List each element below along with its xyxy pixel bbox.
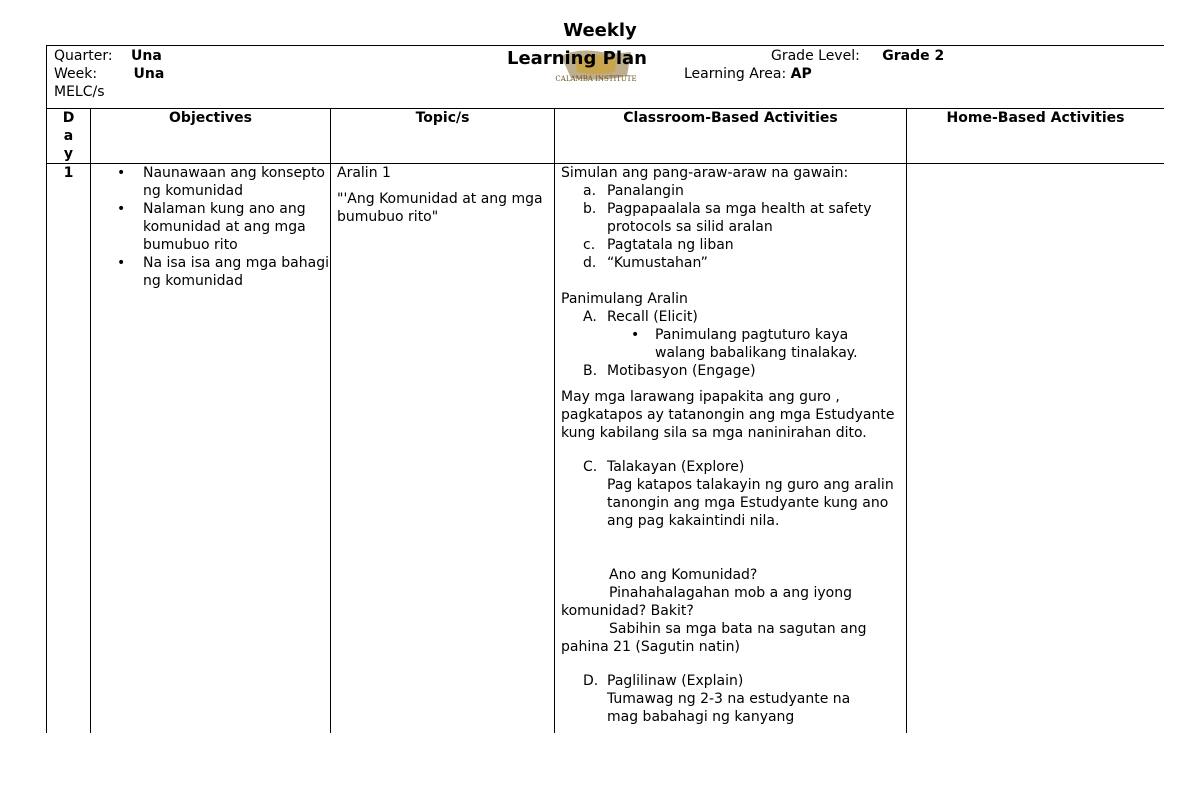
question-3-cont: pahina 21 (Sagutin natin) bbox=[561, 639, 740, 655]
step-motivation: B. Motibasyon (Engage) bbox=[583, 363, 756, 379]
question-2-cont: komunidad? Bakit? bbox=[561, 603, 694, 619]
question-1: Ano ang Komunidad? bbox=[609, 567, 758, 583]
objective-item: • Nalaman kung ano ang komunidad at ang mga bumubuo rito bbox=[91, 200, 330, 254]
routine-intro: Simulan ang pang-araw-araw na gawain: bbox=[561, 165, 849, 181]
recall-bullet: • Panimulang pagtuturo kaya walang babalikang tinalakay. bbox=[631, 327, 858, 361]
step-recall: A. Recall (Elicit) bbox=[583, 309, 698, 325]
week-field bbox=[54, 65, 164, 83]
grade-level-value: Grade 2 bbox=[882, 48, 945, 64]
routine-item: b. Pagpapaalala sa mga health at safety protocols sa silid aralan bbox=[583, 201, 872, 235]
column-header-home-activities: Home-Based Activities bbox=[907, 109, 1165, 164]
learning-area-field bbox=[684, 65, 812, 83]
column-header-day: Da y bbox=[47, 109, 91, 164]
learning-area-label: Learning Area: bbox=[684, 66, 787, 82]
document-subtitle: Learning Plan bbox=[507, 48, 647, 69]
column-header-classroom-activities: Classroom-Based Activities bbox=[555, 109, 907, 164]
quarter-value: Una bbox=[131, 48, 162, 64]
routine-item: c. Pagtatala ng liban bbox=[583, 237, 734, 253]
day-number: 1 bbox=[63, 165, 74, 181]
explain-paragraph-line-2: mag babahagi ng kanyang bbox=[607, 709, 795, 725]
objectives-cell bbox=[91, 164, 331, 734]
quarter-label: Quarter: bbox=[54, 48, 113, 64]
objectives-list bbox=[91, 164, 330, 290]
topics-cell bbox=[331, 164, 555, 734]
explain-paragraph-line-1: Tumawag ng 2-3 na estudyante na bbox=[607, 691, 851, 707]
week-value: Una bbox=[133, 66, 165, 82]
learning-area-value: AP bbox=[790, 66, 812, 82]
day-number-cell bbox=[47, 164, 91, 734]
learning-plan-table bbox=[46, 45, 1164, 733]
week-label: Week: bbox=[54, 66, 98, 82]
column-header-objectives: Objectives bbox=[91, 109, 331, 164]
explore-paragraph: Pag katapos talakayin ng guro ang aralin tanongin ang mga Estudyante kung ano ang pag kakaintindi nila. bbox=[607, 477, 894, 529]
grade-level-field bbox=[771, 47, 944, 65]
objective-item: • Na isa isa ang mga bahagi ng komunidad bbox=[91, 254, 330, 290]
objective-item: • Naunawaan ang konsepto ng komunidad bbox=[91, 164, 330, 200]
step-explore: C. Talakayan (Explore) bbox=[583, 459, 745, 475]
home-activities-cell bbox=[907, 164, 1165, 734]
column-header-topics: Topic/s bbox=[331, 109, 555, 164]
panimula-heading: Panimulang Aralin bbox=[561, 291, 688, 307]
question-3: Sabihin sa mga bata na sagutan ang bbox=[609, 621, 867, 637]
header-info-cell bbox=[47, 46, 1165, 109]
grade-level-label: Grade Level: bbox=[771, 48, 860, 64]
logo-text: CALAMBA INSTITUTE bbox=[555, 75, 637, 83]
topic-text: "'Ang Komunidad at ang mga bumubuo rito" bbox=[337, 191, 543, 225]
document-title: Weekly bbox=[563, 20, 637, 41]
routine-item: d. “Kumustahan” bbox=[583, 255, 708, 271]
step-explain: D. Paglilinaw (Explain) bbox=[583, 673, 744, 689]
quarter-field bbox=[54, 47, 162, 65]
question-2: Pinahahalagahan mob a ang iyong bbox=[609, 585, 852, 601]
topic-title: Aralin 1 bbox=[337, 165, 391, 181]
melcs-label: MELC/s bbox=[54, 84, 105, 100]
routine-item: a. Panalangin bbox=[583, 183, 684, 199]
learning-plan-table-container bbox=[46, 45, 1164, 733]
motivation-paragraph: May mga larawang ipapakita ang guro , pagkatapos ay tatanongin ang mga Estudyante kung kabilang sila sa mga naninirahan dito. bbox=[561, 389, 895, 441]
classroom-activities-cell bbox=[555, 164, 907, 734]
